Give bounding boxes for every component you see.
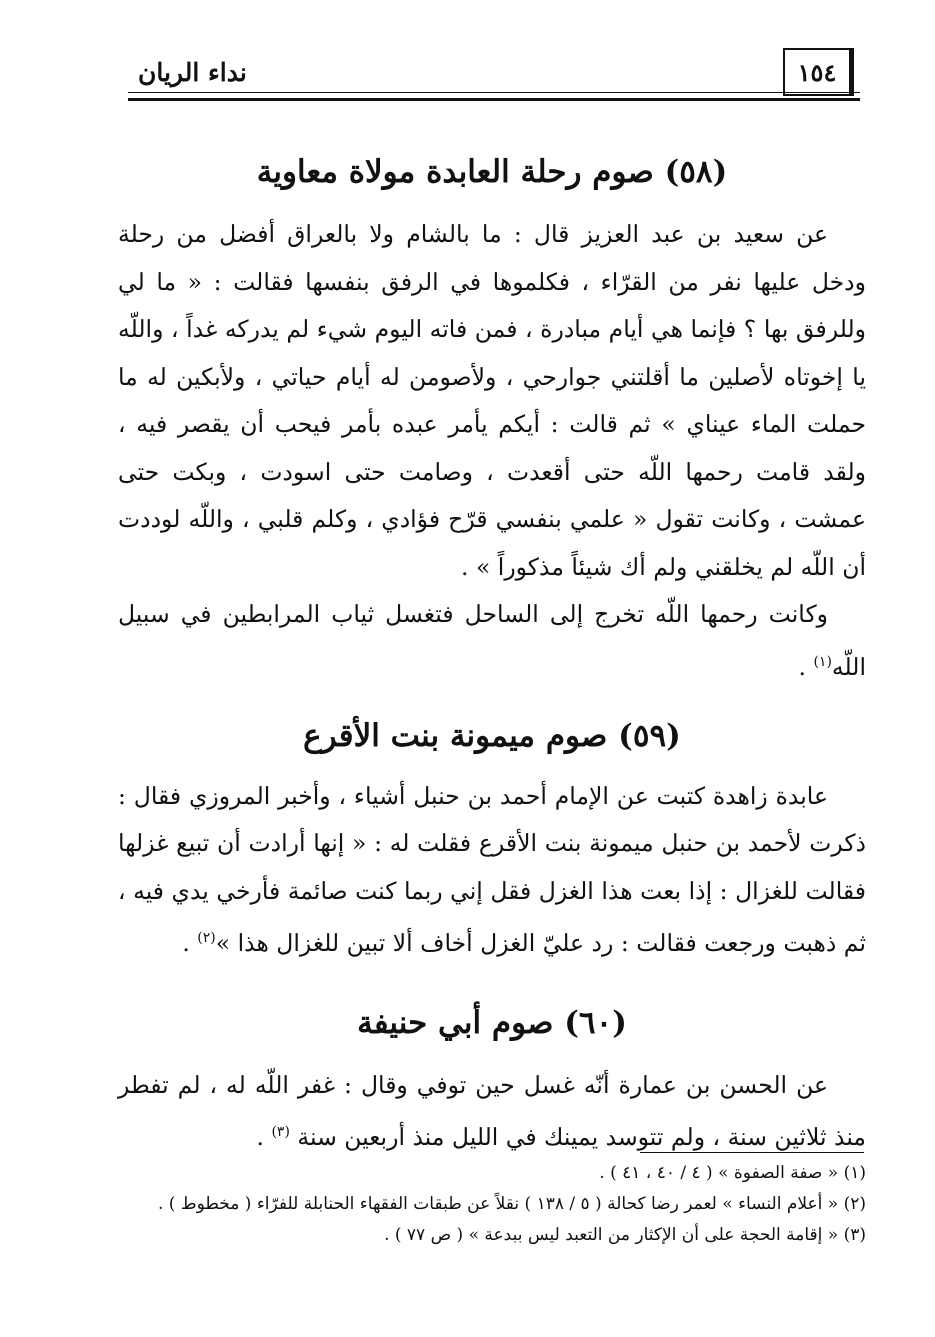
section-58-paragraph-1: عن سعيد بن عبد العزيز قال : ما بالشام ولا بالعراق أفضل من رحلة ودخل عليها نفر من القرّاء ، فكلموها في الرفق بنفسها فقالت : « ما لي وللرفق بها ؟ فإنما هي أيام مبادرة ، فمن فاته اليوم شيء لم يدركه غداً ، واللّه يا إخوتاه لأصلين ما أقلتني جوارحي ، ولأصومن له أيام حياتي ، ولأبكين له ما حملت الماء عيناي » ثم قالت : أيكم يأمر عبده بأمر فيحب أن يقصر فيه ، ولقد قامت رحمها اللّه حتى أقعدت ، وصامت حتى اسودت ، وبكت حتى عمشت ، وكانت تقول « علمي بنفسي قرّح فؤادي ، وكلم قلبي ، واللّه لوددت أن اللّه لم يخلقني ولم أك شيئاً مذكوراً » . [118,220,866,581]
section-58-tail: . [798,652,814,681]
section-59-tail: . [182,929,198,958]
footnote-ref-2: (٢) [197,930,216,947]
page-header [128,40,860,102]
footnotes [118,1158,866,1251]
footnote-separator [640,1152,864,1153]
section-59-paragraph-1 [118,773,866,968]
section-60-tail: . [256,1122,272,1151]
section-59-paragraph-1-text: عابدة زاهدة كتبت عن الإمام أحمد بن حنبل أشياء ، وأخبر المروزي فقال : ذكرت لأحمد بن حنبل ميمونة بنت الأقرع فقلت له : « إنها أرادت أن تبيع غزلها فقالت للغزال : إذا بعت هذا الغزل فقل إني ربما كنت صائمة فأرخي يدي فيه ، ثم ذهبت ورجعت فقالت : رد عليّ الغزل أخاف ألا تبين للغزال هذا » [118,781,866,958]
section-60-paragraph-1-text: عن الحسن بن عمارة أنّه غسل حين توفي وقال : غفر اللّه له ، لم تفطر منذ ثلاثين سنة ، ولم تتوسد يمينك في الليل منذ أربعين سنة [118,1070,866,1151]
section-58-paragraph-2-text: وكانت رحمها اللّه تخرج إلى الساحل فتغسل ثياب المرابطين في سبيل اللّه [118,600,866,681]
footnote-3: (٣) « إقامة الحجة على أن الإكثار من التعبد ليس ببدعة » ( ص ٧٧ ) . [384,1225,866,1245]
footnote-1: (١) « صفة الصفوة » ( ٤ / ٤٠ ، ٤١ ) . [599,1163,866,1183]
header-rule [128,92,860,101]
section-title-58: (٥٨) صوم رحلة العابدة مولاة معاوية [256,154,728,190]
footnote-ref-1: (١) [813,653,832,670]
footnote-2: (٢) « أعلام النساء » لعمر رضا كحالة ( ٥ / ١٣٨ ) نقلاً عن طبقات الفقهاء الحنابلة للفرّاء ( مخطوط ) . [158,1194,866,1214]
section-title-60: (٦٠) صوم أبي حنيفة [357,1004,627,1041]
page-body [118,145,866,1161]
section-60-paragraph-1 [118,1062,866,1162]
section-58-paragraph-2 [118,591,866,691]
page-number-box: ١٥٤ [783,48,854,96]
footnote-ref-3: (٣) [271,1124,290,1141]
section-title-59: (٥٩) صوم ميمونة بنت الأقرع [303,717,681,754]
running-title: نداء الريان [138,58,247,87]
